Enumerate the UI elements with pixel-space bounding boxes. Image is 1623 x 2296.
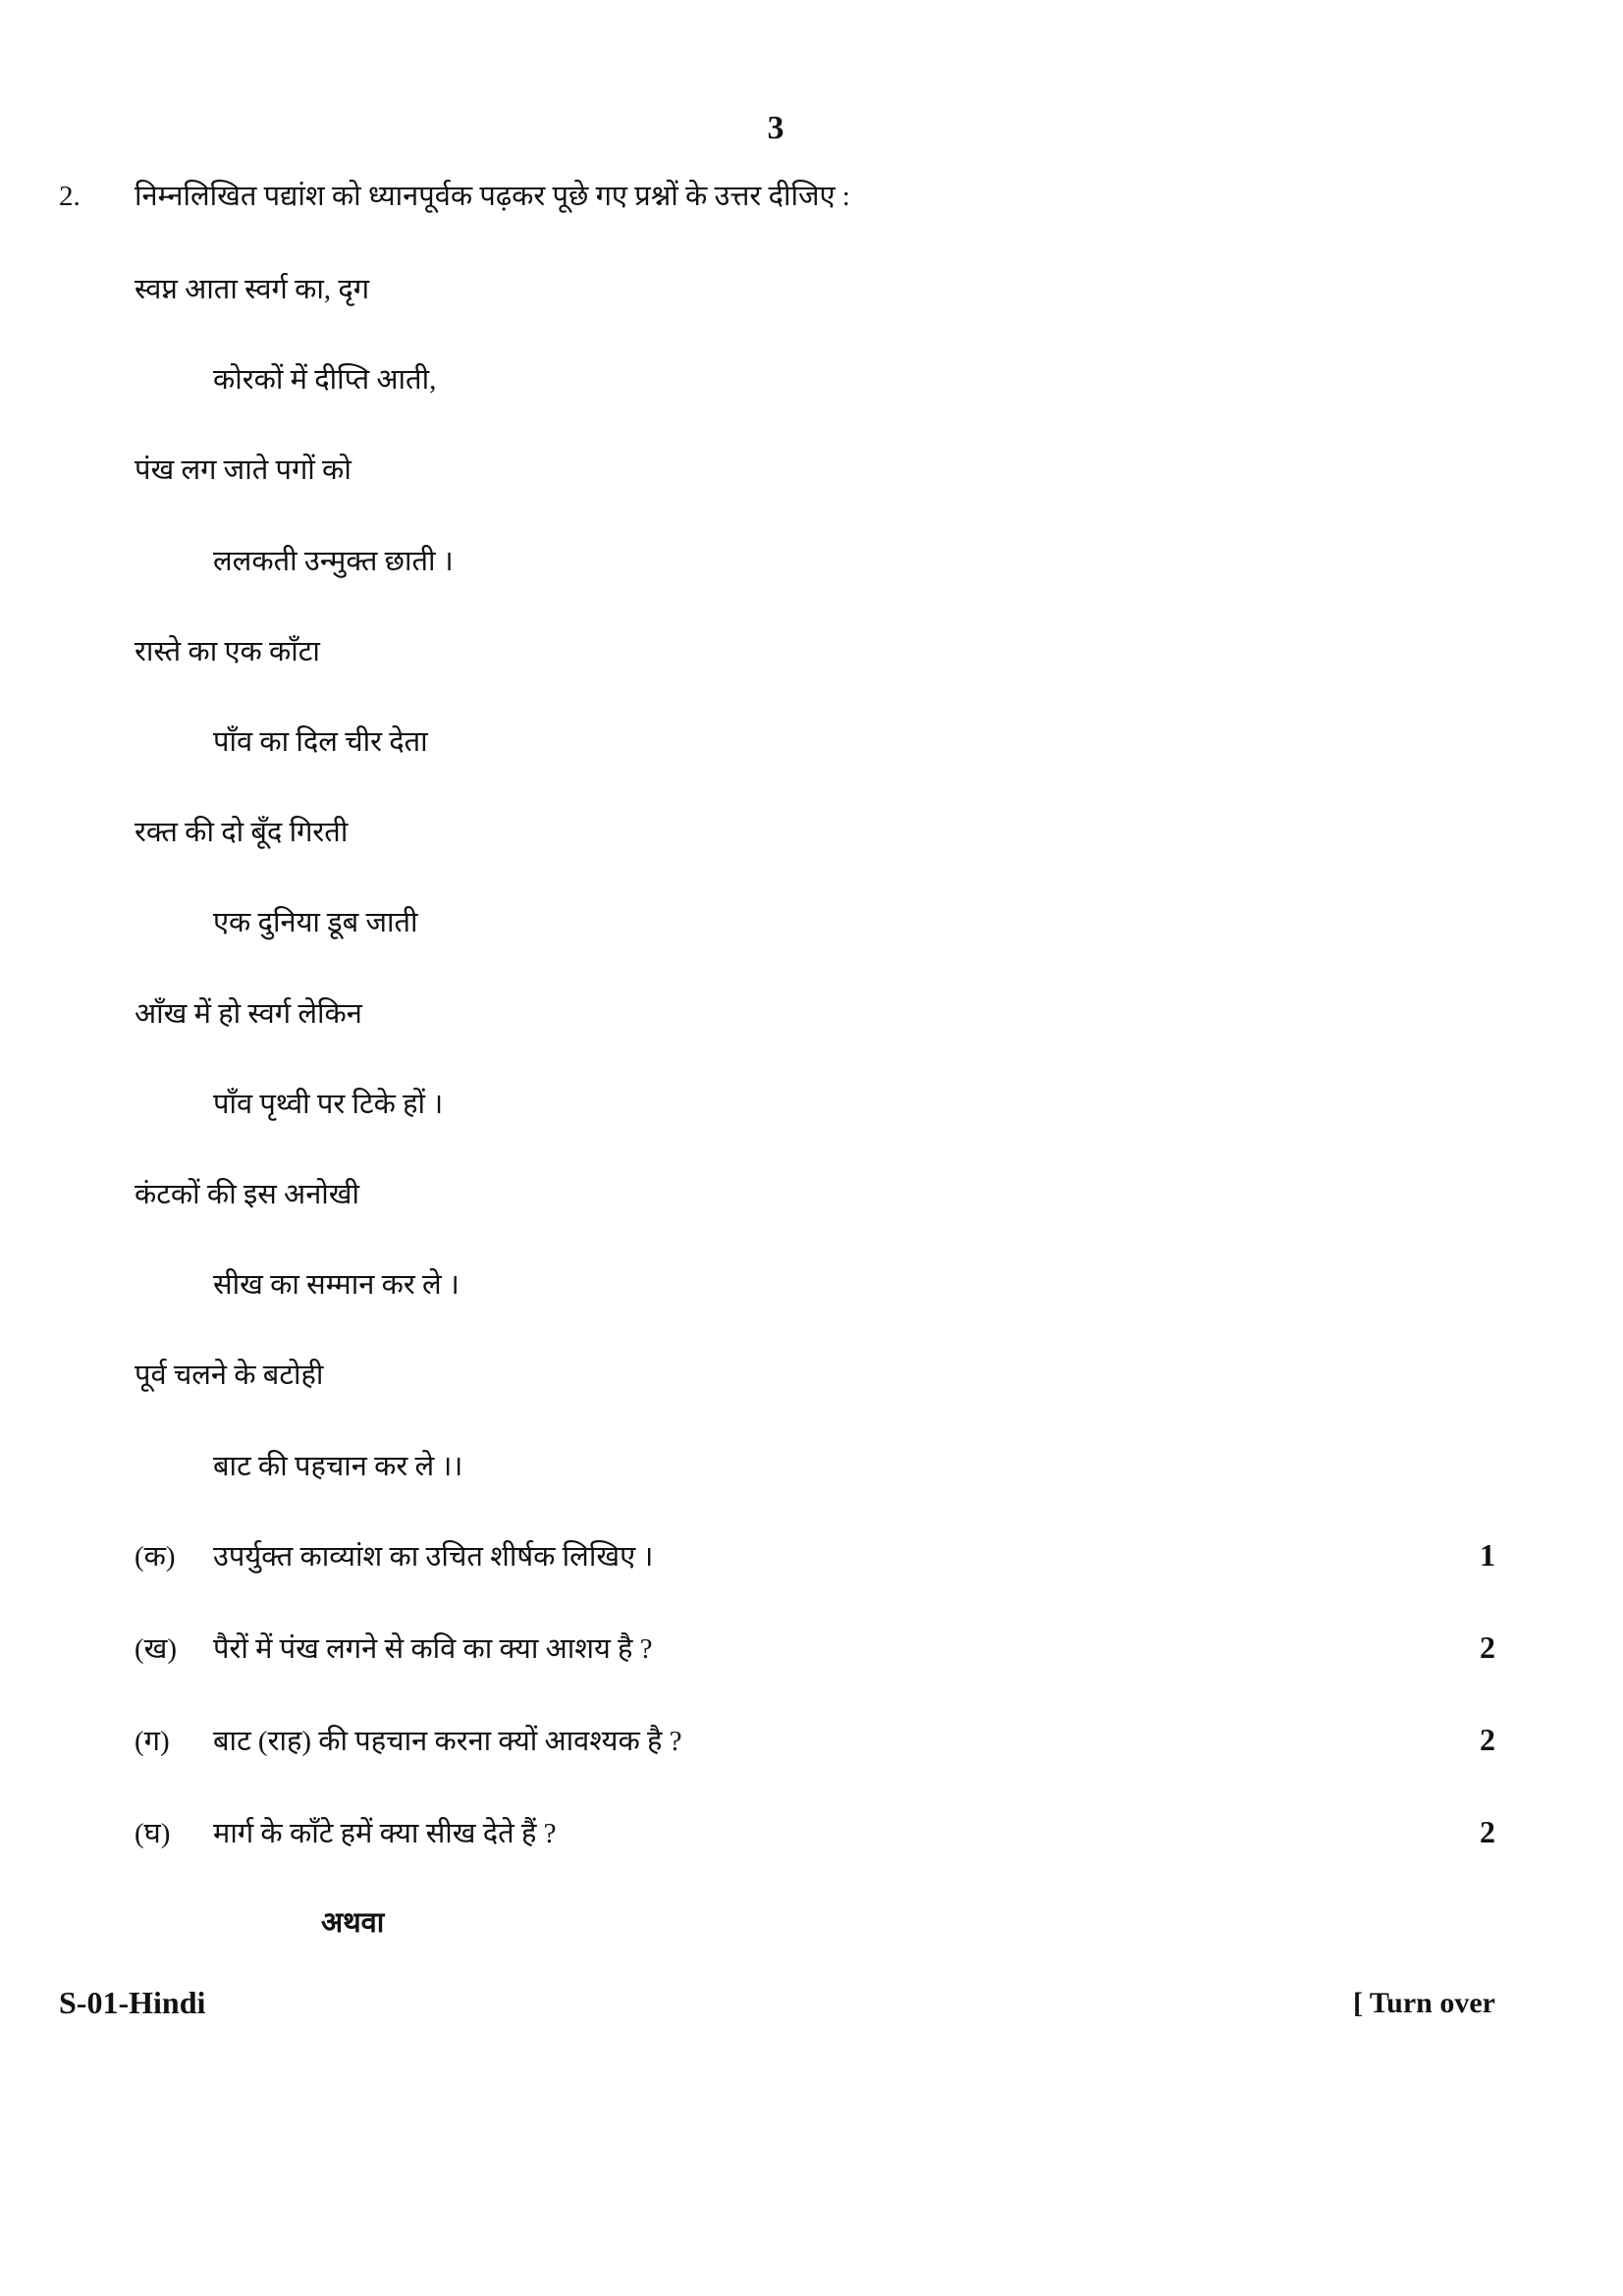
- poem-line: कोरकों में दीप्ति आती,: [213, 364, 437, 397]
- sub-question-label: (क): [135, 1541, 176, 1573]
- question-number: 2.: [59, 181, 81, 212]
- poem-line: रास्ते का एक काँटा: [135, 635, 320, 667]
- sub-question-text: पैरों में पंख लगने से कवि का क्या आशय है ?: [213, 1633, 653, 1665]
- sub-question-marks: 2: [1480, 1722, 1495, 1757]
- poem-line: बाट की पहचान कर ले ।।: [213, 1450, 463, 1482]
- footer-paper-code: S-01-Hindi: [59, 1985, 206, 2020]
- sub-question-marks: 2: [1480, 1629, 1495, 1665]
- page-number: 3: [767, 110, 784, 146]
- sub-question-text: मार्ग के काँटे हमें क्या सीख देते हैं ?: [213, 1818, 557, 1849]
- or-label: अथवा: [321, 1907, 385, 1939]
- poem-line: स्वप्न आता स्वर्ग का, दृग: [135, 274, 370, 305]
- sub-question-label: (घ): [135, 1818, 171, 1849]
- sub-question-marks: 2: [1480, 1814, 1495, 1849]
- poem-line: पंख लग जाते पगों को: [135, 454, 352, 487]
- poem-line: ललकती उन्मुक्त छाती ।: [213, 545, 454, 577]
- footer-turn-over: [ Turn over: [1352, 1987, 1495, 2019]
- poem-line: सीख का सम्मान कर ले ।: [213, 1269, 460, 1302]
- poem-line: पूर्व चलने के बटोही: [135, 1360, 324, 1392]
- poem-line: आँख में हो स्वर्ग लेकिन: [135, 997, 362, 1030]
- sub-question-label: (ग): [135, 1726, 170, 1757]
- poem-line: पाँव का दिल चीर देता: [213, 726, 428, 758]
- sub-question-text: बाट (राह) की पहचान करना क्यों आवश्यक है ?: [213, 1726, 682, 1757]
- poem-line: पाँव पृथ्वी पर टिके हों ।: [213, 1088, 444, 1120]
- poem-line: कंटकों की इस अनोखी: [135, 1179, 360, 1210]
- sub-question-text: उपर्युक्त काव्यांश का उचित शीर्षक लिखिए ।: [213, 1541, 654, 1573]
- sub-question-marks: 1: [1480, 1537, 1495, 1573]
- sub-question-label: (ख): [135, 1633, 178, 1665]
- poem-line: रक्त की दो बूँद गिरती: [135, 817, 349, 849]
- poem-line: एक दुनिया डूब जाती: [213, 907, 418, 939]
- question-instruction: निम्नलिखित पद्यांश को ध्यानपूर्वक पढ़कर पूछे गए प्रश्नों के उत्तर दीजिए :: [135, 181, 850, 212]
